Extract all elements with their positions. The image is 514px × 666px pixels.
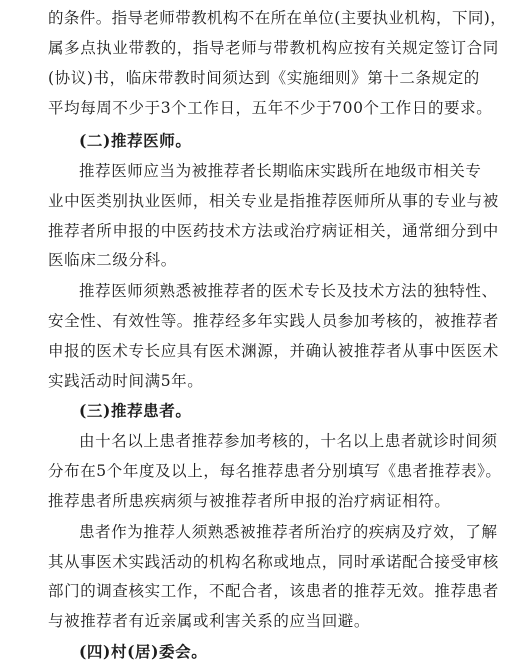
- paragraph-2-line-4: 医临床二级分科。: [48, 251, 177, 270]
- paragraph-4-line-2: 分布在5个年度及以上，每名推荐患者分别填写《患者推荐表》。: [48, 462, 502, 481]
- paragraph-1-line-2: 属多点执业带教的，指导老师与带教机构应按有关规定签订合同: [48, 38, 499, 57]
- paragraph-3-line-1: 推荐医师须熟悉被推荐者的医术专长及技术方法的独特性、: [79, 282, 498, 301]
- paragraph-5-line-1: 患者作为推荐人须熟悉被推荐者所治疗的疾病及疗效，了解: [79, 522, 498, 541]
- paragraph-5-line-3: 部门的调查核实工作，不配合者，该患者的推荐无效。推荐患者: [48, 582, 499, 601]
- paragraph-2-line-2: 业中医类别执业医师，相关专业是指推荐医师所从事的专业与被: [48, 191, 499, 210]
- section-heading-village-committee: (四)村(居)委会。: [79, 642, 208, 661]
- paragraph-1-line-3: (协议)书，临床带教时间须达到《实施细则》第十二条规定的: [48, 68, 480, 87]
- paragraph-5-line-4: 与被推荐者有近亲属或利害关系的应当回避。: [48, 612, 371, 631]
- paragraph-3-line-3: 申报的医术专长应具有医术渊源，并确认被推荐者从事中医医术: [48, 341, 499, 360]
- paragraph-4-line-1: 由十名以上患者推荐参加考核的，十名以上患者就诊时间须: [79, 432, 498, 451]
- section-heading-recommending-patients: (三)推荐患者。: [79, 401, 192, 421]
- paragraph-4-line-3: 推荐患者所患疾病须与被推荐者所申报的治疗病证相符。: [48, 492, 451, 510]
- section-heading-recommending-physician: (二)推荐医师。: [79, 130, 192, 150]
- paragraph-2-line-3: 推荐者所申报的中医药技术方法或治疗病证相关，通常细分到中: [48, 221, 499, 240]
- paragraph-1-line-4: 平均每周不少于3个工作日，五年不少于700个工作日的要求。: [48, 99, 493, 118]
- paragraph-5-line-2: 其从事医术实践活动的机构名称或地点，同时承诺配合接受审核: [48, 552, 499, 571]
- paragraph-1-line-1: 的条件。指导老师带教机构不在所在单位(主要执业机构，下同)，: [48, 9, 507, 27]
- paragraph-2-line-1: 推荐医师应当为被推荐者长期临床实践所在地级市相关专: [79, 161, 482, 180]
- paragraph-3-line-4: 实践活动时间满5年。: [48, 371, 204, 390]
- paragraph-3-line-2: 安全性、有效性等。推荐经多年实践人员参加考核的，被推荐者: [48, 312, 499, 330]
